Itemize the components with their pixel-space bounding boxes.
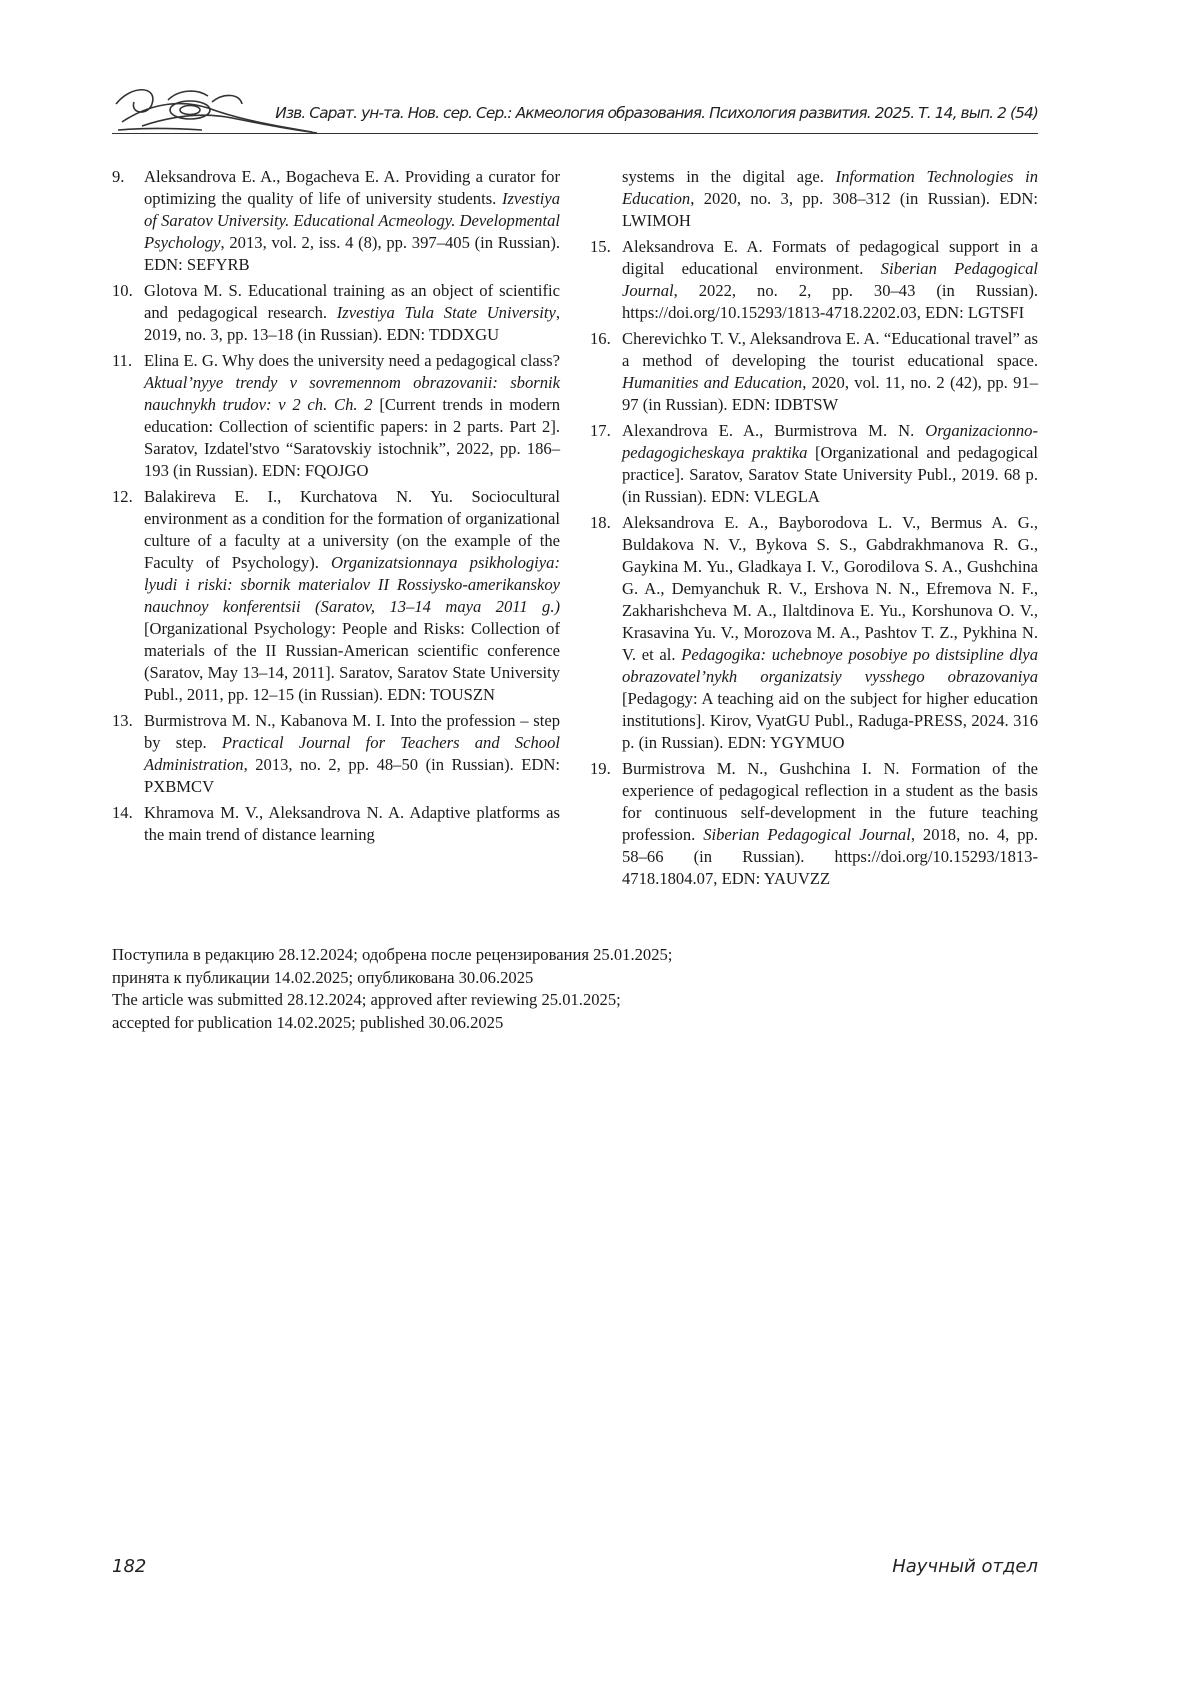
dates-en-line1: The article was submitted 28.12.2024; approved after reviewing 25.01.2025; — [112, 989, 812, 1012]
reference-item: 19. Burmistrova M. N., Gushchina I. N. Formation of the experience of pedagogical reflection in a student as the basis for continuous self-development in the future teaching profession. Siberian Pedagogical Journal, 2018, no. 4, pp. 58–66 (in Russian). https://doi.org/10.15293/1813-4718.1804.07, EDN: YAUVZZ — [590, 758, 1038, 890]
reference-number: 15. — [590, 236, 611, 258]
reference-number: 10. — [112, 280, 133, 302]
reference-number: 9. — [112, 166, 124, 188]
reference-item: 17. Alexandrova E. A., Burmistrova M. N. Organizacionno-pedagogicheskaya praktika [Organizational and pedagogical practice]. Saratov, Saratov State University Publ., 2019. 68 p. (in Russian). EDN: VLEGLA — [590, 420, 1038, 508]
reference-item: 11. Elina E. G. Why does the university need a pedagogical class? Aktual’nyye trendy v sovremennom obrazovanii: sbornik nauchnykh trudov: v 2 ch. Ch. 2 [Current trends in modern education: Collection of scientific papers: in 2 parts. Part 2]. Saratov, Izdatel'stvo “Saratovskiy istochnik”, 2022, pp. 186–193 (in Russian). EDN: FQOJGO — [112, 350, 560, 482]
reference-item: 10. Glotova M. S. Educational training as an object of scientific and pedagogical research. Izvestiya Tula State University, 2019, no. 3, pp. 13–18 (in Russian). EDN: TDDXGU — [112, 280, 560, 346]
reference-number: 17. — [590, 420, 611, 442]
dates-ru-line2: принята к публикации 14.02.2025; опубликована 30.06.2025 — [112, 967, 812, 990]
dates-ru-line1: Поступила в редакцию 28.12.2024; одобрена после рецензирования 25.01.2025; — [112, 944, 812, 967]
reference-item: 16. Cherevichko T. V., Aleksandrova E. A. “Educational travel” as a method of developing the tourist educational space. Humanities and Education, 2020, vol. 11, no. 2 (42), pp. 91–97 (in Russian). EDN: IDBTSW — [590, 328, 1038, 416]
reference-item: 12. Balakireva E. I., Kurchatova N. Yu. Sociocultural environment as a condition for the formation of organizational culture of a faculty at a university (on the example of the Faculty of Psychology). Organizatsionnaya psikhologiya: lyudi i riski: sbornik materialov II Rossiysko-amerikanskoy nauchnoy konferentsii (Saratov, 13–14 maya 2011 g.) [Organizational Psychology: People and Risks: Collection of materials of the II Russian-American scientific conference (Saratov, May 13–14, 2011]. Saratov, Saratov State University Publ., 2011, pp. 12–15 (in Russian). EDN: TOUSZN — [112, 486, 560, 706]
section-name: Научный отдел — [892, 1556, 1038, 1577]
reference-number: 14. — [112, 802, 133, 824]
journal-title: Изв. Сарат. ун-та. Нов. сер. Сер.: Акмеология образования. Психология развития. 2025. Т. 14, вып. 2 (54) — [275, 104, 1038, 122]
dates-en-line2: accepted for publication 14.02.2025; published 30.06.2025 — [112, 1012, 812, 1035]
reference-item: 15. Aleksandrova E. A. Formats of pedagogical support in a digital educational environment. Siberian Pedagogical Journal, 2022, no. 2, pp. 30–43 (in Russian). https://doi.org/10.15293/1813-4718.2202.03, EDN: LGTSFI — [590, 236, 1038, 324]
reference-item: 18. Aleksandrova E. A., Bayborodova L. V., Bermus A. G., Buldakova N. V., Bykova S. S., Gabdrakhmanova R. G., Gaykina M. Yu., Gladkaya I. V., Gorodilova S. A., Gushchina G. A., Demyanchuk R. V., Ershova N. N., Efremova N. F., Zakharishcheva M. A., Ilaltdinova E. Yu., Korshunova O. V., Krasavina Yu. V., Morozova M. A., Pashtov T. Z., Pykhina N. V. et al. Pedagogika: uchebnoye posobiye po distsipline dlya obrazovatel’nykh organizatsiy vysshego obrazovaniya [Pedagogy: A teaching aid on the subject for higher education institutions]. Kirov, VyatGU Publ., Raduga-PRESS, 2024. 316 p. (in Russian). EDN: YGYMUO — [590, 512, 1038, 754]
running-header — [112, 82, 1038, 134]
reference-number: 11. — [112, 350, 132, 372]
reference-number: 12. — [112, 486, 133, 508]
reference-number: 13. — [112, 710, 133, 732]
page-number: 182 — [112, 1556, 146, 1577]
references-left-column — [112, 166, 560, 850]
references-right-column — [590, 166, 1038, 894]
reference-item: 13. Burmistrova M. N., Kabanova M. I. Into the profession – step by step. Practical Journal for Teachers and School Administration, 2013, no. 2, pp. 48–50 (in Russian). EDN: PXBMCV — [112, 710, 560, 798]
header-rule — [112, 133, 1038, 134]
reference-continuation: systems in the digital age. Information Technologies in Education, 2020, no. 3, pp. 308–312 (in Russian). EDN: LWIMOH — [590, 166, 1038, 232]
reference-number: 19. — [590, 758, 611, 780]
reference-item: 14. Khramova M. V., Aleksandrova N. A. Adaptive platforms as the main trend of distance learning — [112, 802, 560, 846]
reference-number: 18. — [590, 512, 611, 534]
reference-number: 16. — [590, 328, 611, 350]
reference-item: 9. Aleksandrova E. A., Bogacheva E. A. Providing a curator for optimizing the quality of life of university students. Izvestiya of Saratov University. Educational Acmeology. Developmental Psychology, 2013, vol. 2, iss. 4 (8), pp. 397–405 (in Russian). EDN: SEFYRB — [112, 166, 560, 276]
article-dates — [112, 944, 812, 1034]
